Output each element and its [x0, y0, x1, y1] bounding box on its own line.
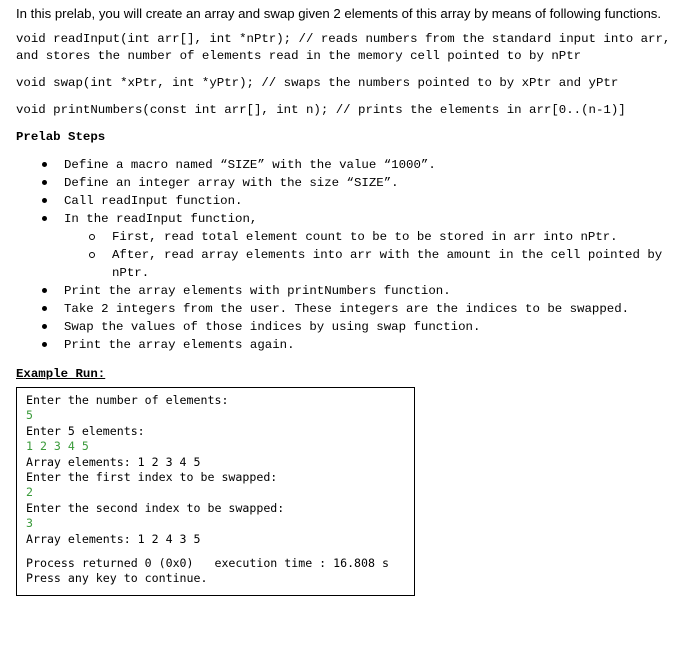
list-item — [88, 228, 676, 246]
console-line: Enter the number of elements: — [26, 393, 229, 407]
step-text: Take 2 integers from the user. These integers are the indices to be swapped. — [64, 302, 630, 316]
step-text: Swap the values of those indices by using swap function. — [64, 320, 481, 334]
intro-paragraph: In this prelab, you will create an array and swap given 2 elements of this array by means of following functions. — [16, 6, 662, 21]
step-text: Print the array elements with printNumbers function. — [64, 284, 451, 298]
console-line: Array elements: 1 2 3 4 5 — [26, 454, 201, 469]
console-line: Enter 5 elements: — [26, 423, 145, 438]
substep-text: First, read total element count to be to be stored in arr into nPtr. — [112, 230, 618, 244]
console-line: Press any key to continue. — [26, 571, 208, 586]
step-text: Print the array elements again. — [64, 338, 295, 352]
prelab-document — [16, 4, 676, 596]
list-item — [42, 174, 676, 192]
function-readinput: void readInput(int arr[], int *nPtr); // reads numbers from the standard input into arr, and stores the number of elements read in the memory cell pointed to by nPtr — [16, 32, 678, 63]
console-spacer — [26, 547, 414, 556]
example-run-console — [16, 387, 415, 596]
list-item — [42, 156, 676, 174]
list-item — [42, 336, 676, 354]
console-input: 1 2 3 4 5 — [26, 439, 89, 454]
function-swap: void swap(int *xPtr, int *yPtr); // swaps the numbers pointed to by xPtr and yPtr — [16, 76, 619, 90]
list-item — [42, 282, 676, 300]
console-line: Enter the first index to be swapped: — [26, 470, 278, 485]
step-text: In the readInput function, — [64, 212, 258, 226]
example-run-title: Example Run: — [16, 367, 106, 381]
steps-heading: Prelab Steps — [16, 130, 106, 144]
steps-list — [16, 156, 676, 354]
step-text: Define an integer array with the size “SIZE”. — [64, 176, 399, 190]
console-input: 2 — [26, 485, 33, 500]
console-input: 5 — [26, 408, 33, 423]
list-item — [42, 210, 676, 282]
substeps-list — [64, 228, 676, 282]
list-item — [88, 246, 676, 282]
list-item — [42, 300, 676, 318]
console-line: Enter the second index to be swapped: — [26, 500, 285, 515]
function-printnumbers: void printNumbers(const int arr[], int n); // prints the elements in arr[0..(n-1)] — [16, 103, 626, 117]
substep-text: After, read array elements into arr with the amount in the cell pointed by nPtr. — [112, 248, 663, 280]
list-item — [42, 192, 676, 210]
list-item — [42, 318, 676, 336]
console-line: Array elements: 1 2 4 3 5 — [26, 531, 201, 546]
console-line: Process returned 0 (0x0) execution time : 16.808 s — [26, 556, 389, 571]
console-input: 3 — [26, 516, 33, 531]
step-text: Call readInput function. — [64, 194, 243, 208]
step-text: Define a macro named “SIZE” with the value “1000”. — [64, 158, 436, 172]
